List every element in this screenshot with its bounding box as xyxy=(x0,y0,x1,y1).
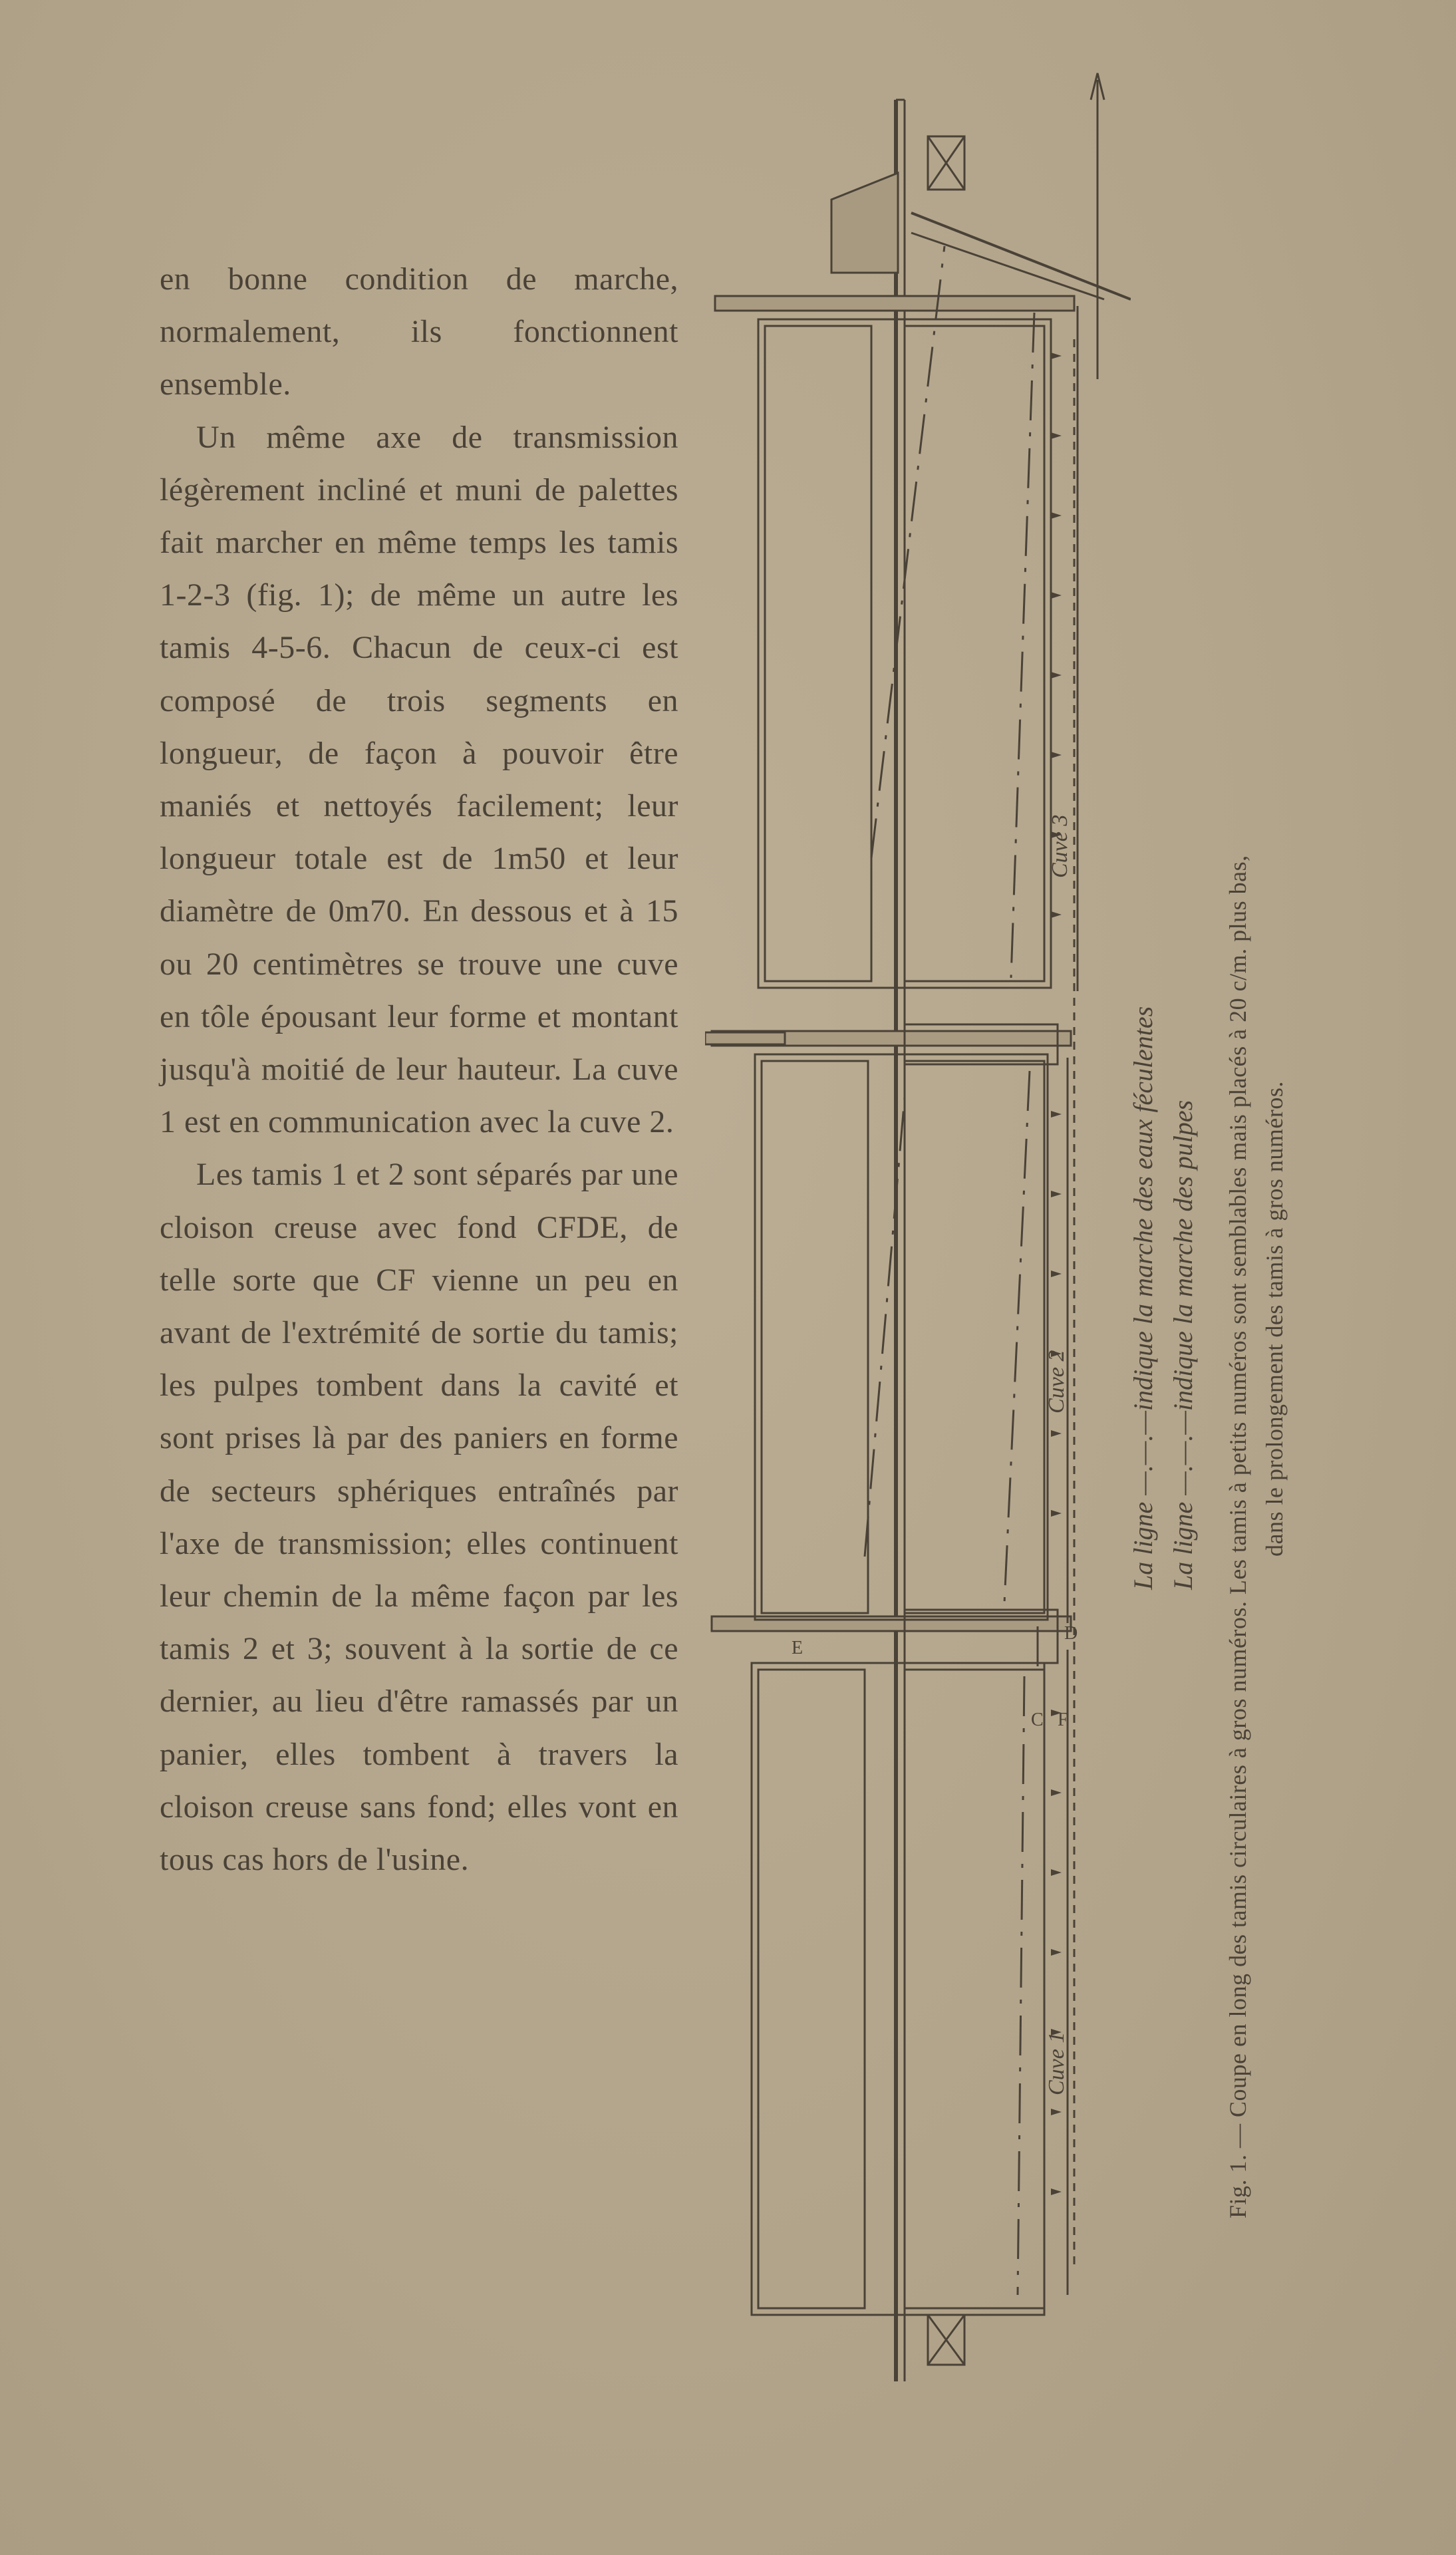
legend-pulp: La ligne —.—.—indique la marche des pulpes xyxy=(1168,1100,1198,1590)
paragraph-1: en bonne condition de marche, normalement, ils fonctionnent ensemble. xyxy=(160,261,678,402)
top-hopper xyxy=(831,173,898,273)
paragraph-2: Un même axe de transmission légèrement incliné et muni de palettes fait marcher en même temps les tamis 1-2-3 (fig. 1); de même un autre les tamis 4-5-6. Chacun de ceux-ci est composé de trois segments en longueur, de façon à pouvoir être maniés et nettoyés facilement; leur longueur totale est de 1m50 et leur diamètre de 0m70. En dessous et à 15 ou 20 centimètres se trouve une cuve en tôle épousant leur forme et montant jusqu'à moitié de leur hauteur. La cuve 1 est en communication avec la cuve 2. xyxy=(160,419,678,1140)
figure-caption-line-1: Fig. 1. — Coupe en long des tamis circulaires à gros numéros. Les tamis à petits numéros sont semblables mais placés à 20 c/m. plus bas, xyxy=(1225,855,1251,2218)
point-e-label: E xyxy=(792,1638,803,1658)
paragraph-3: Les tamis 1 et 2 sont séparés par une cloison creuse avec fond CFDE, de telle sorte que CF vienne un peu en avant de l'extrémité de sortie du tamis; les pulpes tombent dans la cavité et sont prises là par des paniers en forme de secteurs sphériques entraînés par l'axe de transmission; elles continuent leur chemin de la même façon par les tamis 2 et 3; souvent à la sortie de ce dernier, au lieu d'être ramassés par un panier, elles tombent à travers la cloison creuse sans fond; elles vont en tous cas hors de l'usine. xyxy=(160,1157,678,1878)
partition-plate-low xyxy=(712,1616,1071,1631)
point-f-label: F xyxy=(1058,1710,1068,1730)
body-text-column xyxy=(160,253,678,1886)
legend-starch-water: La ligne —.—.—indique la marche des eaux féculentes xyxy=(1128,1006,1158,1590)
figure-caption-line-2: dans le prolongement des tamis à gros numéros. xyxy=(1261,1081,1288,1557)
cuve-3-label: Cuve 3 xyxy=(1048,814,1072,878)
partition-plate-top xyxy=(715,296,1074,311)
point-d-label: D xyxy=(1064,1623,1078,1644)
point-c-label: C xyxy=(1031,1710,1044,1730)
cuve-2-label: Cuve 2 xyxy=(1044,1350,1069,1414)
cuve-1-label: Cuve 1 xyxy=(1044,2031,1069,2095)
